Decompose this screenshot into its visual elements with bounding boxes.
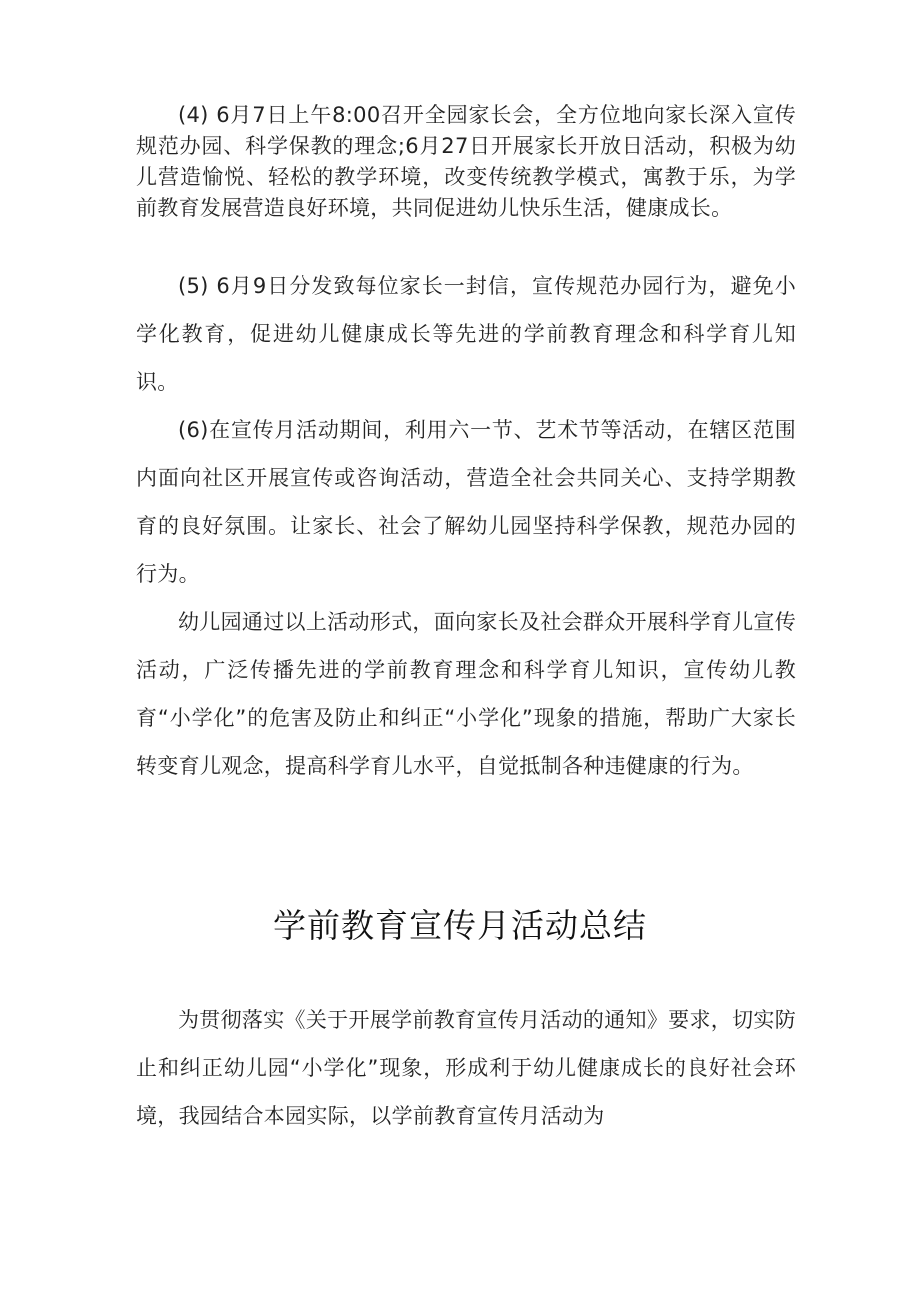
paragraph-summary: 幼儿园通过以上活动形式，面向家长及社会群众开展科学育儿宣传活动，广泛传播先进的学前教育理念和科学育儿知识，宣传幼儿教育“小学化”的危害及防止和纠正“小学化”现象的措施，帮助广大家长转变育儿观念，提高科学育儿水平，自觉抵制各种违健康的行为。: [136, 610, 796, 778]
intro-paragraph: 为贯彻落实《关于开展学前教育宣传月活动的通知》要求，切实防止和纠正幼儿园“小学化”现象，形成利于幼儿健康成长的良好社会环境，我园结合本园实际，以学前教育宣传月活动为: [136, 1008, 796, 1128]
paragraph-item-5: (5) 6月9日分发致每位家长一封信，宣传规范办园行为，避免小学化教育，促进幼儿健康成长等先进的学前教育理念和科学育儿知识。: [136, 274, 796, 394]
section-title: 学前教育宣传月活动总结: [273, 906, 647, 945]
paragraph-item-4: (4) 6月7日上午8:00召开全园家长会，全方位地向家长深入宣传规范办园、科学保教的理念;6月27日开展家长开放日活动，积极为幼儿营造愉悦、轻松的教学环境，改变传统教学模式，寓教于乐，为学前教育发展营造良好环境，共同促进幼儿快乐生活，健康成长。: [136, 103, 796, 220]
paragraph-item-6: (6)在宣传月活动期间，利用六一节、艺术节等活动，在辖区范围内面向社区开展宣传或咨询活动，营造全社会共同关心、支持学期教育的良好氛围。让家长、社会了解幼儿园坚持科学保教，规范办园的行为。: [136, 418, 796, 586]
